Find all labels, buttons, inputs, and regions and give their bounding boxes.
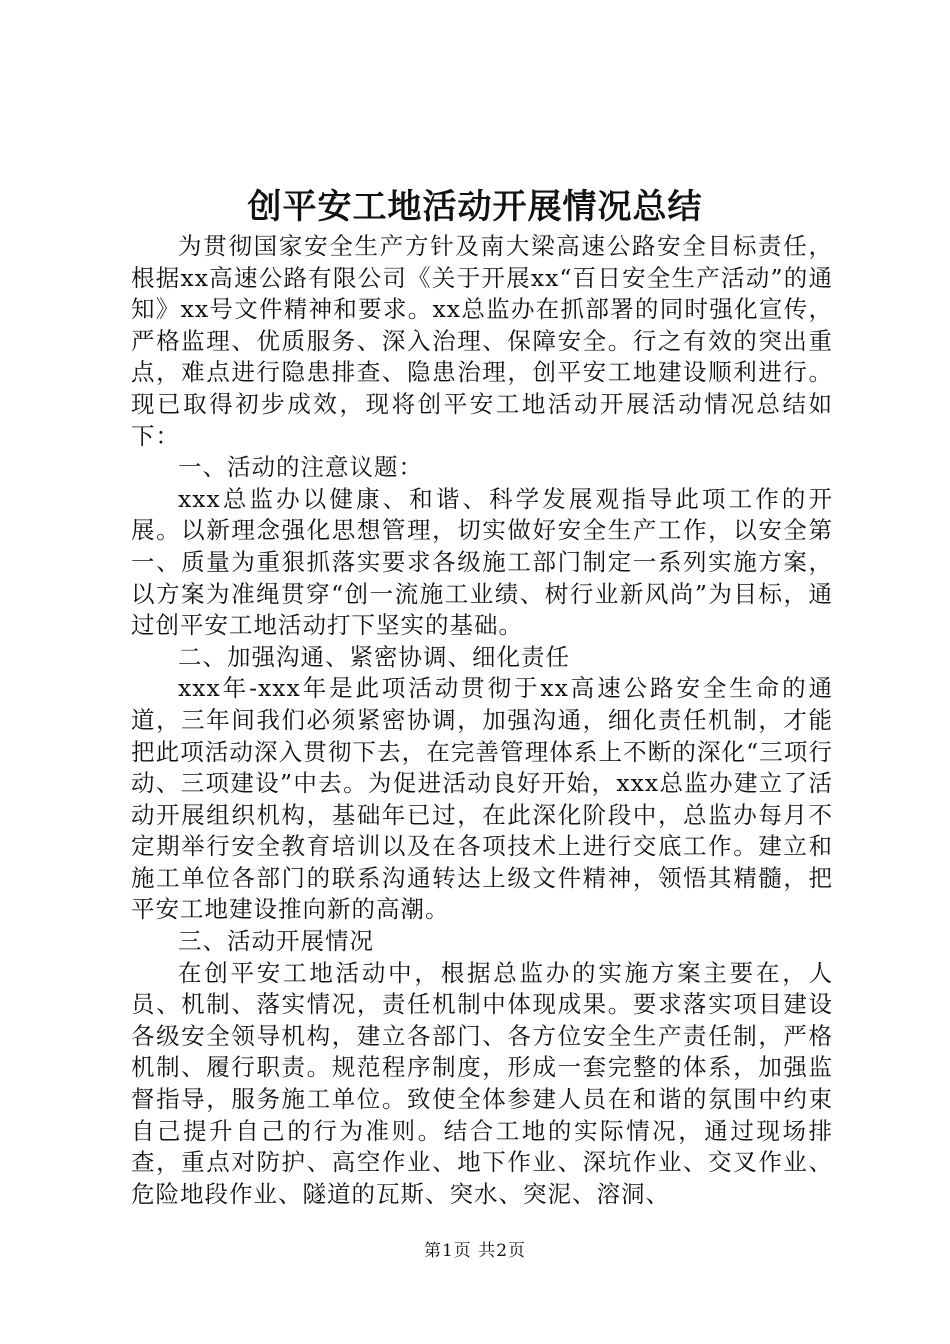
section-2-paragraph: xxx年-xxx年是此项活动贯彻于xx高速公路安全生命的通道，三年间我们必须紧密协调，加强沟通，细化责任机制，才能把此项活动深入贯彻下去，在完善管理体系上不断的深化“三项行动、三项建设”中去。为促进活动良好开始，xxx总监办建立了活动开展组织机构，基础年已过，在此深化阶段中，总监办每月不定期举行安全教育培训以及在各项技术上进行交底工作。建立和施工单位各部门的联系沟通转达上级文件精神，领悟其精髓，把平安工地建设推向新的高潮。 [131, 674, 833, 924]
section-heading-1: 一、活动的注意议题： [178, 453, 423, 482]
document-body [131, 231, 833, 1210]
intro-paragraph: 为贯彻国家安全生产方针及南大梁高速公路安全目标责任，根据xx高速公路有限公司《关于开展xx“百日安全生产活动”的通知》xx号文件精神和要求。xx总监办在抓部署的同时强化宣传，严格监理、优质服务、深入治理、保障安全。行之有效的突出重点，难点进行隐患排查、隐患治理，创平安工地建设顺利进行。现已取得初步成效，现将创平安工地活动开展活动情况总结如下： [131, 232, 833, 450]
section-heading-2: 二、加强沟通、紧密协调、细化责任 [178, 642, 570, 671]
section-3-paragraph: 在创平安工地活动中，根据总监办的实施方案主要在，人员、机制、落实情况，责任机制中体现成果。要求落实项目建设各级安全领导机构，建立各部门、各方位安全生产责任制，严格机制、履行职责。规范程序制度，形成一套完整的体系，加强监督指导，服务施工单位。致使全体参建人员在和谐的氛围中约束自己提升自己的行为准则。结合工地的实际情况，通过现场排查，重点对防护、高空作业、地下作业、深坑作业、交叉作业、危险地段作业、隧道的瓦斯、突水、突泥、溶洞、 [131, 958, 833, 1208]
document-title: 创平安工地活动开展情况总结 [247, 187, 703, 227]
section-heading-3: 三、活动开展情况 [178, 927, 374, 956]
section-1-paragraph: xxx总监办以健康、和谐、科学发展观指导此项工作的开展。以新理念强化思想管理，切实做好安全生产工作，以安全第一、质量为重狠抓落实要求各级施工部门制定一系列实施方案，以方案为准绳贯穿“创一流施工业绩、树行业新风尚”为目标，通过创平安工地活动打下坚实的基础。 [131, 484, 833, 640]
page-number-footer: 第1页 共2页 [423, 1241, 527, 1261]
